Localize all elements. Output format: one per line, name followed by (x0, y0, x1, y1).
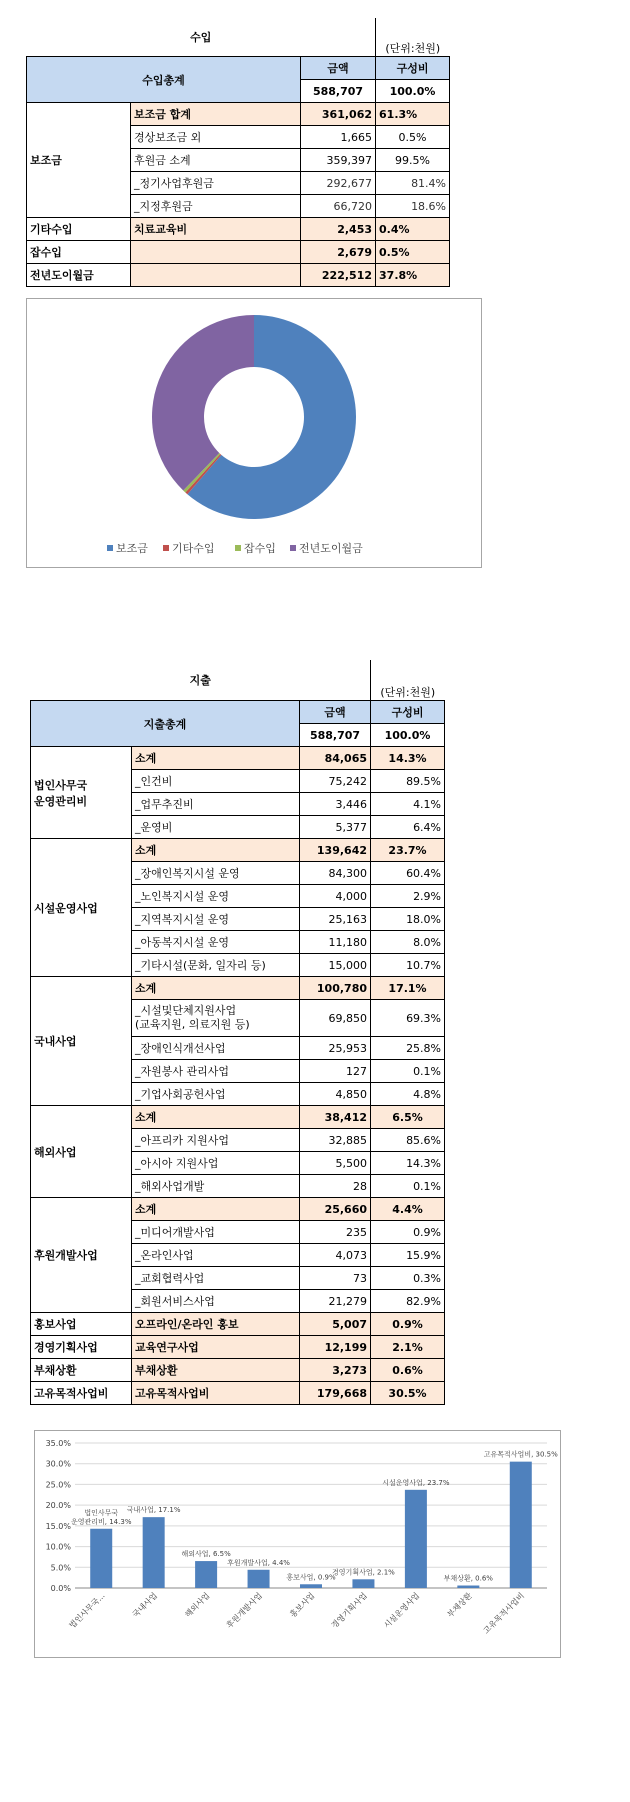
expense-row-label: 소계 (132, 747, 300, 770)
bar (510, 1462, 532, 1588)
expense-row-ratio: 15.9% (371, 1244, 445, 1267)
expense-unit: (단위:천원) (371, 660, 445, 701)
bar (248, 1570, 270, 1588)
expense-row-label: _장애인식개선사업 (132, 1037, 300, 1060)
bar (143, 1517, 165, 1588)
expense-row-ratio: 14.3% (371, 747, 445, 770)
income-col-ratio: 구성비 (376, 57, 450, 80)
expense-row-label: _장애인복지시설 운영 (132, 862, 300, 885)
bar (90, 1529, 112, 1588)
income-row-amount: 2,453 (301, 218, 376, 241)
legend-label-0: 보조금 (116, 542, 148, 555)
expense-row-ratio: 23.7% (371, 839, 445, 862)
bar (352, 1579, 374, 1588)
expense-row-ratio: 14.3% (371, 1152, 445, 1175)
expense-group-name: 법인사무국 운영관리비 (31, 747, 132, 839)
bar (405, 1490, 427, 1588)
income-donut-chart (27, 299, 481, 567)
y-tick-label: 0.0% (50, 1584, 71, 1593)
expense-row-ratio: 0.1% (371, 1060, 445, 1083)
income-row-ratio: 0.5% (376, 126, 450, 149)
expense-row-label: _운영비 (132, 816, 300, 839)
expense-row-ratio: 25.8% (371, 1037, 445, 1060)
x-category-label: 후원개발사업 (224, 1591, 264, 1631)
expense-row-ratio: 2.1% (371, 1336, 445, 1359)
legend-swatch-2 (235, 545, 241, 551)
bar-data-label: 시설운영사업, 23.7% (382, 1478, 450, 1487)
expense-row-amount: 4,850 (300, 1083, 371, 1106)
expense-total-amount: 588,707 (300, 724, 371, 747)
income-row-label: _정기사업후원금 (131, 172, 301, 195)
expense-row-ratio: 0.9% (371, 1221, 445, 1244)
expense-bar-chart (35, 1431, 560, 1657)
legend-label-1: 기타수입 (172, 542, 215, 555)
expense-row-amount: 73 (300, 1267, 371, 1290)
expense-row-amount: 69,850 (300, 1000, 371, 1037)
expense-total-ratio: 100.0% (371, 724, 445, 747)
expense-row-label: 부채상환 (132, 1359, 300, 1382)
expense-col-ratio: 구성비 (371, 701, 445, 724)
y-tick-label: 20.0% (45, 1501, 71, 1511)
expense-row-ratio: 30.5% (371, 1382, 445, 1405)
expense-row-ratio: 0.1% (371, 1175, 445, 1198)
income-row-amount: 292,677 (301, 172, 376, 195)
x-category-label: 홍보사업 (288, 1591, 317, 1620)
expense-row-amount: 21,279 (300, 1290, 371, 1313)
expense-row-label: 소계 (132, 839, 300, 862)
bar-data-label: 법인사무국 (84, 1508, 119, 1517)
income-row-ratio: 37.8% (376, 264, 450, 287)
y-tick-label: 15.0% (45, 1521, 71, 1531)
income-row-label: _지정후원금 (131, 195, 301, 218)
bar-data-label: 고유목적사업비, 30.5% (483, 1450, 558, 1459)
expense-row-amount: 84,065 (300, 747, 371, 770)
bar-data-label: 홍보사업, 0.9% (286, 1573, 336, 1582)
expense-row-amount: 100,780 (300, 977, 371, 1000)
expense-row-label: _해외사업개발 (132, 1175, 300, 1198)
income-pie-chart-box (26, 298, 482, 568)
x-category-label: 경영기획사업 (329, 1591, 369, 1631)
x-category-label: 시설운영사업 (382, 1591, 422, 1631)
expense-group-name: 국내사업 (31, 977, 132, 1106)
y-tick-label: 10.0% (45, 1542, 71, 1552)
expense-row (31, 1382, 445, 1405)
expense-row-amount: 25,953 (300, 1037, 371, 1060)
income-group-name: 잡수입 (27, 241, 131, 264)
expense-row-label: _기타시설(문화, 일자리 등) (132, 954, 300, 977)
expense-group-name: 시설운영사업 (31, 839, 132, 977)
expense-row-ratio: 8.0% (371, 931, 445, 954)
income-group-name: 보조금 (27, 103, 131, 218)
expense-row-ratio: 4.8% (371, 1083, 445, 1106)
income-unit: (단위:천원) (376, 18, 450, 57)
income-row-label: 경상보조금 외 (131, 126, 301, 149)
bar-data-label: 해외사업, 6.5% (181, 1550, 231, 1559)
expense-row-ratio: 89.5% (371, 770, 445, 793)
expense-group-name: 후원개발사업 (31, 1198, 132, 1313)
expense-row (31, 1198, 445, 1221)
bar-data-label: 후원개발사업, 4.4% (227, 1558, 290, 1567)
expense-row (31, 1336, 445, 1359)
legend-swatch-0 (107, 545, 113, 551)
expense-row-amount: 5,500 (300, 1152, 371, 1175)
expense-row-amount: 235 (300, 1221, 371, 1244)
x-category-label: 국내사업 (130, 1591, 160, 1620)
expense-row-ratio: 85.6% (371, 1129, 445, 1152)
bar-data-label: 운영관리비, 14.3% (70, 1517, 132, 1526)
income-row-ratio: 99.5% (376, 149, 450, 172)
bar (457, 1586, 479, 1588)
expense-group-name: 홍보사업 (31, 1313, 132, 1336)
expense-row-amount: 38,412 (300, 1106, 371, 1129)
bar (300, 1584, 322, 1588)
expense-row-ratio: 60.4% (371, 862, 445, 885)
expense-row-label: 소계 (132, 977, 300, 1000)
expense-row-ratio: 18.0% (371, 908, 445, 931)
expense-table (30, 660, 445, 1405)
income-row-amount: 359,397 (301, 149, 376, 172)
bar (195, 1561, 217, 1588)
income-row (27, 241, 450, 264)
expense-group-name: 고유목적사업비 (31, 1382, 132, 1405)
expense-row-amount: 3,446 (300, 793, 371, 816)
expense-row (31, 1359, 445, 1382)
legend-label-2: 잡수입 (244, 542, 276, 555)
income-row-amount: 222,512 (301, 264, 376, 287)
expense-row-label: _아프리카 지원사업 (132, 1129, 300, 1152)
y-tick-label: 30.0% (45, 1459, 71, 1469)
expense-row-label: _아동복지시설 운영 (132, 931, 300, 954)
expense-row-ratio: 82.9% (371, 1290, 445, 1313)
x-category-label: 고유목적사업비 (481, 1591, 527, 1636)
income-total-amount: 588,707 (301, 80, 376, 103)
expense-row-ratio: 2.9% (371, 885, 445, 908)
bar-data-label: 국내사업, 17.1% (126, 1506, 181, 1515)
expense-row-label: _인건비 (132, 770, 300, 793)
y-tick-label: 5.0% (50, 1563, 71, 1573)
expense-row-amount: 84,300 (300, 862, 371, 885)
bar-data-label: 부채상환, 0.6% (443, 1574, 493, 1583)
bar-data-label: 경영기획사업, 2.1% (332, 1568, 395, 1577)
income-row-amount: 2,679 (301, 241, 376, 264)
expense-row-amount: 11,180 (300, 931, 371, 954)
expense-row-ratio: 4.1% (371, 793, 445, 816)
expense-row-label: _교회협력사업 (132, 1267, 300, 1290)
x-category-label: 부채상환 (445, 1591, 474, 1620)
expense-row-amount: 5,377 (300, 816, 371, 839)
expense-total-label: 지출총계 (31, 701, 300, 747)
expense-title: 지출 (31, 660, 371, 701)
expense-row-label: _회원서비스사업 (132, 1290, 300, 1313)
income-row-ratio: 0.5% (376, 241, 450, 264)
income-table (26, 18, 450, 287)
income-group-name: 전년도이월금 (27, 264, 131, 287)
expense-row-amount: 139,642 (300, 839, 371, 862)
expense-group-name: 경영기획사업 (31, 1336, 132, 1359)
expense-row-amount: 32,885 (300, 1129, 371, 1152)
expense-bar-chart-box (34, 1430, 561, 1658)
expense-row (31, 747, 445, 770)
expense-row (31, 1106, 445, 1129)
income-row-label (131, 264, 301, 287)
expense-row-amount: 25,660 (300, 1198, 371, 1221)
expense-row (31, 839, 445, 862)
income-row-label: 후원금 소계 (131, 149, 301, 172)
expense-row-ratio: 17.1% (371, 977, 445, 1000)
income-row-ratio: 81.4% (376, 172, 450, 195)
income-row-label: 치료교육비 (131, 218, 301, 241)
expense-row-label: 소계 (132, 1106, 300, 1129)
expense-row-label: 고유목적사업비 (132, 1382, 300, 1405)
income-row (27, 103, 450, 126)
expense-row (31, 977, 445, 1000)
income-row-amount: 66,720 (301, 195, 376, 218)
expense-row-amount: 75,242 (300, 770, 371, 793)
income-total-label: 수입총계 (27, 57, 301, 103)
expense-row-amount: 127 (300, 1060, 371, 1083)
expense-row-amount: 4,073 (300, 1244, 371, 1267)
expense-row-ratio: 4.4% (371, 1198, 445, 1221)
expense-row-label: _온라인사업 (132, 1244, 300, 1267)
income-title: 수입 (27, 18, 376, 57)
income-row-ratio: 18.6% (376, 195, 450, 218)
expense-row-ratio: 0.6% (371, 1359, 445, 1382)
expense-row-label: _기업사회공헌사업 (132, 1083, 300, 1106)
expense-row-ratio: 10.7% (371, 954, 445, 977)
legend-swatch-1 (163, 545, 169, 551)
income-group-name: 기타수입 (27, 218, 131, 241)
expense-row-label: _미디어개발사업 (132, 1221, 300, 1244)
expense-row (31, 1313, 445, 1336)
donut-slice-3 (152, 315, 254, 490)
income-row-label: 보조금 합계 (131, 103, 301, 126)
legend-label-3: 전년도이월금 (299, 542, 363, 555)
y-tick-label: 25.0% (45, 1480, 71, 1490)
expense-row-label: _자원봉사 관리사업 (132, 1060, 300, 1083)
expense-row-label: 교육연구사업 (132, 1336, 300, 1359)
income-row-label (131, 241, 301, 264)
expense-row-label: _아시아 지원사업 (132, 1152, 300, 1175)
expense-row-label: 소계 (132, 1198, 300, 1221)
expense-row-label: _시설및단체지원사업 (교육지원, 의료지원 등) (132, 1000, 300, 1037)
expense-row-amount: 3,273 (300, 1359, 371, 1382)
expense-row-amount: 12,199 (300, 1336, 371, 1359)
legend-swatch-3 (290, 545, 296, 551)
expense-row-amount: 179,668 (300, 1382, 371, 1405)
expense-row-label: 오프라인/온라인 홍보 (132, 1313, 300, 1336)
y-tick-label: 35.0% (45, 1439, 71, 1448)
x-category-label: 해외사업 (183, 1591, 212, 1620)
expense-row-label: _노인복지시설 운영 (132, 885, 300, 908)
expense-group-name: 해외사업 (31, 1106, 132, 1198)
income-row (27, 264, 450, 287)
expense-col-amount: 금액 (300, 701, 371, 724)
expense-row-amount: 28 (300, 1175, 371, 1198)
expense-row-label: _지역복지시설 운영 (132, 908, 300, 931)
expense-row-ratio: 0.9% (371, 1313, 445, 1336)
income-col-amount: 금액 (301, 57, 376, 80)
expense-row-ratio: 6.4% (371, 816, 445, 839)
income-total-ratio: 100.0% (376, 80, 450, 103)
expense-row-ratio: 0.3% (371, 1267, 445, 1290)
income-row-ratio: 61.3% (376, 103, 450, 126)
expense-row-amount: 15,000 (300, 954, 371, 977)
expense-row-amount: 5,007 (300, 1313, 371, 1336)
income-row-amount: 1,665 (301, 126, 376, 149)
expense-group-name: 부채상환 (31, 1359, 132, 1382)
expense-row-amount: 25,163 (300, 908, 371, 931)
expense-row-ratio: 69.3% (371, 1000, 445, 1037)
expense-row-label: _업무추진비 (132, 793, 300, 816)
income-row-amount: 361,062 (301, 103, 376, 126)
expense-row-ratio: 6.5% (371, 1106, 445, 1129)
x-category-label: 법인사무국... (67, 1591, 107, 1631)
expense-row-amount: 4,000 (300, 885, 371, 908)
income-row-ratio: 0.4% (376, 218, 450, 241)
income-row (27, 218, 450, 241)
